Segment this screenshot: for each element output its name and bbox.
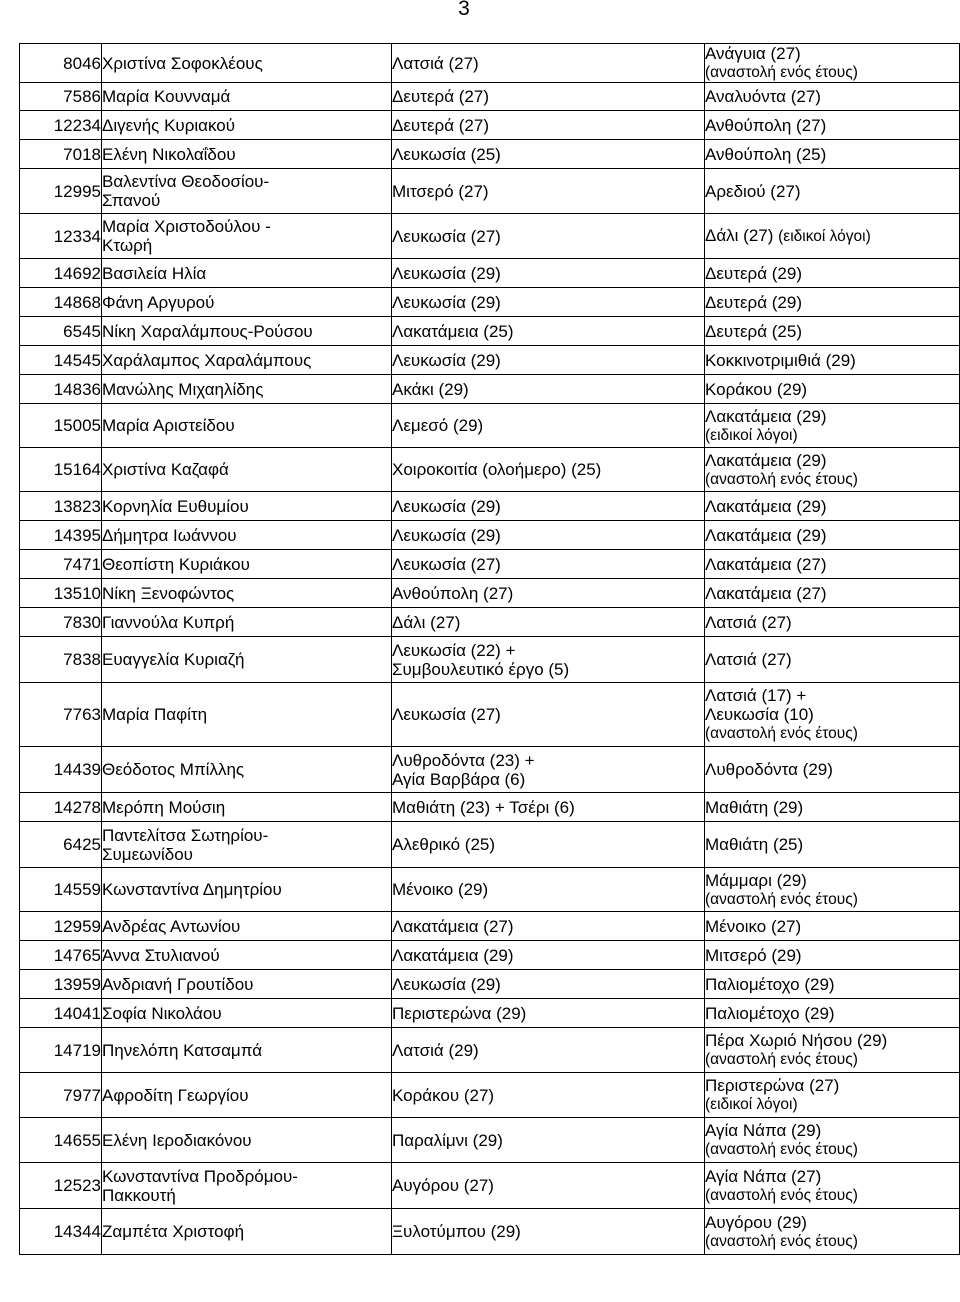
row-origin (392, 492, 705, 521)
row-name-line: Κωνσταντίνα Δημητρίου (102, 880, 282, 899)
table-row (20, 448, 960, 492)
row-origin (392, 1028, 705, 1073)
row-destination-line: Λακατάμεια (27) (705, 583, 827, 603)
row-destination (705, 579, 960, 608)
table-row (20, 970, 960, 999)
table-row (20, 259, 960, 288)
row-name (102, 448, 392, 492)
row-origin (392, 550, 705, 579)
row-name (102, 1209, 392, 1255)
row-name-line: Δήμητρα Ιωάννου (102, 525, 237, 545)
row-id: 6425 (20, 822, 102, 868)
row-origin-line: Συμβουλευτικό έργο (5) (392, 659, 570, 679)
row-destination-line: Μάμμαρι (29) (705, 870, 807, 890)
row-destination (705, 521, 960, 550)
row-origin-line: Δάλι (27) (392, 612, 461, 632)
row-destination (705, 683, 960, 747)
row-name (102, 868, 392, 912)
table-row (20, 111, 960, 140)
row-origin (392, 375, 705, 404)
row-destination-line: Παλιομέτοχο (29) (705, 974, 835, 994)
row-id: 8046 (20, 44, 102, 83)
row-destination (705, 346, 960, 375)
table-row (20, 1209, 960, 1255)
row-id: 7977 (20, 1073, 102, 1118)
row-destination-line: Λακατάμεια (29) (705, 525, 827, 545)
row-destination-line: Ανθούπολη (25) (705, 144, 827, 164)
row-origin-line: Μιτσερό (27) (392, 181, 489, 201)
row-name (102, 550, 392, 579)
row-destination (705, 375, 960, 404)
row-id: 12995 (20, 169, 102, 214)
row-destination (705, 44, 960, 83)
row-destination-line: Ανάγυια (27) (705, 44, 801, 63)
table-row (20, 1028, 960, 1073)
row-destination (705, 140, 960, 169)
row-id: 12234 (20, 111, 102, 140)
row-id: 7830 (20, 608, 102, 637)
row-destination (705, 1118, 960, 1163)
table-row (20, 1163, 960, 1209)
row-destination-line: Μαθιάτη (25) (705, 835, 804, 854)
row-origin (392, 1118, 705, 1163)
row-origin (392, 288, 705, 317)
row-destination (705, 822, 960, 868)
row-origin-line: Λευκωσία (27) (392, 226, 501, 246)
row-id: 14868 (20, 288, 102, 317)
row-destination-line: Αγία Νάπα (29) (705, 1121, 822, 1140)
row-id: 15164 (20, 448, 102, 492)
row-name (102, 579, 392, 608)
table-row (20, 521, 960, 550)
row-id: 7763 (20, 683, 102, 747)
row-destination (705, 970, 960, 999)
row-name (102, 169, 392, 214)
row-destination-line: Κοκκινοτριμιθιά (29) (705, 350, 856, 370)
row-origin (392, 259, 705, 288)
row-origin (392, 83, 705, 111)
row-name-line: Διγενής Κυριακού (102, 115, 236, 135)
row-destination (705, 868, 960, 912)
table-row (20, 1073, 960, 1118)
row-origin (392, 637, 705, 683)
row-name (102, 404, 392, 448)
row-destination-note: (ειδικοί λόγοι) (778, 228, 871, 245)
row-destination-line: Αναλυόντα (27) (705, 87, 821, 106)
row-name (102, 111, 392, 140)
row-destination-line: Δευτερά (29) (705, 292, 802, 312)
row-origin (392, 683, 705, 747)
row-destination (705, 259, 960, 288)
row-name-line: Νίκη Χαραλάμπους-Ρούσου (102, 321, 313, 341)
row-origin-line: Λευκωσία (29) (392, 263, 501, 283)
row-origin (392, 579, 705, 608)
row-destination (705, 793, 960, 822)
row-origin-line: Λευκωσία (29) (392, 525, 501, 545)
row-name-line: Πακκουτή (102, 1185, 176, 1205)
table-row (20, 288, 960, 317)
row-name (102, 1028, 392, 1073)
row-origin-line: Λατσιά (29) (392, 1040, 479, 1060)
row-name (102, 44, 392, 83)
row-destination (705, 747, 960, 793)
row-origin-line: Παραλίμνι (29) (392, 1130, 503, 1150)
table-row (20, 822, 960, 868)
row-destination (705, 608, 960, 637)
row-destination (705, 550, 960, 579)
row-id: 14765 (20, 941, 102, 970)
row-origin-line: Λατσιά (27) (392, 53, 479, 73)
row-origin-line: Λυθροδόντα (23) + (392, 750, 535, 770)
row-name-line: Ζαμπέτα Χριστοφή (102, 1222, 245, 1241)
row-destination (705, 912, 960, 941)
row-name-line: Ευαγγελία Κυριαζή (102, 650, 245, 669)
row-origin (392, 999, 705, 1028)
row-name-line: Κτωρή (102, 236, 153, 255)
table-row (20, 375, 960, 404)
table-row (20, 44, 960, 83)
row-origin-line: Λευκωσία (27) (392, 705, 501, 724)
row-destination (705, 941, 960, 970)
row-name-line: Κορνηλία Ευθυμίου (102, 496, 249, 516)
table-row (20, 868, 960, 912)
row-origin-line: Ξυλοτύμπου (29) (392, 1222, 521, 1241)
row-origin (392, 521, 705, 550)
row-origin (392, 214, 705, 259)
table-row (20, 608, 960, 637)
row-origin-line: Μένοικο (29) (392, 880, 489, 899)
row-origin-line: Αγία Βαρβάρα (6) (392, 769, 526, 789)
row-name-line: Ελένη Νικολαΐδου (102, 144, 236, 164)
row-destination-line: Πέρα Χωριό Νήσου (29) (705, 1031, 888, 1050)
row-origin (392, 1209, 705, 1255)
row-id: 13823 (20, 492, 102, 521)
table-row (20, 169, 960, 214)
row-name (102, 637, 392, 683)
row-origin-line: Λευκωσία (27) (392, 554, 501, 574)
row-name (102, 941, 392, 970)
row-destination-line: Δευτερά (25) (705, 321, 802, 341)
row-name (102, 288, 392, 317)
row-name-line: Σοφία Νικολάου (102, 1003, 222, 1023)
table-row (20, 404, 960, 448)
row-origin (392, 912, 705, 941)
row-id: 12959 (20, 912, 102, 941)
row-origin-line: Κοράκου (27) (392, 1085, 495, 1105)
row-destination-note: (αναστολή ενός έτους) (705, 64, 858, 81)
row-destination-note: (ειδικοί λόγοι) (705, 426, 798, 444)
row-destination-note: (ειδικοί λόγοι) (705, 1096, 798, 1113)
row-origin (392, 970, 705, 999)
row-origin (392, 140, 705, 169)
row-origin-line: Λευκωσία (29) (392, 350, 501, 370)
row-name (102, 999, 392, 1028)
row-destination-note: (αναστολή ενός έτους) (705, 1051, 858, 1068)
table-row (20, 550, 960, 579)
row-origin (392, 169, 705, 214)
row-destination-line: Λατσιά (17) + (705, 686, 807, 705)
row-name (102, 793, 392, 822)
row-name (102, 214, 392, 259)
row-origin-line: Δευτερά (27) (392, 87, 489, 106)
row-id: 7586 (20, 83, 102, 111)
table-row (20, 83, 960, 111)
table-row (20, 492, 960, 521)
row-destination-line: Αυγόρου (29) (705, 1212, 807, 1232)
row-origin-line: Λευκωσία (29) (392, 496, 501, 516)
table-row (20, 747, 960, 793)
row-name (102, 521, 392, 550)
row-destination (705, 448, 960, 492)
row-name-line: Μαρία Χριστοδούλου - (102, 217, 271, 236)
row-name (102, 140, 392, 169)
row-name-line: Ελένη Ιεροδιακόνου (102, 1130, 252, 1150)
row-id: 14559 (20, 868, 102, 912)
row-origin (392, 608, 705, 637)
row-name-line: Αφροδίτη Γεωργίου (102, 1085, 249, 1105)
row-origin (392, 44, 705, 83)
row-destination-line: Μαθιάτη (29) (705, 797, 804, 817)
row-origin-line: Λευκωσία (29) (392, 292, 501, 312)
row-name-line: Μαρία Παφίτη (102, 705, 208, 724)
row-destination-line: Λακατάμεια (29) (705, 406, 827, 426)
row-id: 7018 (20, 140, 102, 169)
row-origin (392, 1073, 705, 1118)
row-id: 12523 (20, 1163, 102, 1209)
row-destination (705, 492, 960, 521)
row-name-line: Ανδρέας Αντωνίου (102, 916, 241, 936)
row-destination-line: Λευκωσία (10) (705, 705, 814, 724)
row-origin-line: Ανθούπολη (27) (392, 583, 514, 603)
row-name-line: Άννα Στυλιανού (102, 945, 220, 965)
row-origin-line: Αλεθρικό (25) (392, 835, 496, 854)
row-name (102, 747, 392, 793)
row-origin-line: Ακάκι (29) (392, 379, 469, 399)
row-name-line: Χριστίνα Σοφοκλέους (102, 53, 263, 73)
row-destination-line: Αρεδιού (27) (705, 181, 801, 201)
row-id: 14836 (20, 375, 102, 404)
table-row (20, 214, 960, 259)
row-name (102, 317, 392, 346)
row-name (102, 912, 392, 941)
row-destination-line: Δευτερά (29) (705, 263, 802, 283)
row-name (102, 1163, 392, 1209)
row-name (102, 608, 392, 637)
row-name (102, 822, 392, 868)
row-id: 14545 (20, 346, 102, 375)
row-destination-line: Λατσιά (27) (705, 650, 792, 669)
row-destination-line: Κοράκου (29) (705, 379, 808, 399)
row-origin-line: Λευκωσία (22) + (392, 640, 516, 660)
row-origin (392, 822, 705, 868)
row-id: 7471 (20, 550, 102, 579)
row-name (102, 683, 392, 747)
row-id: 12334 (20, 214, 102, 259)
row-name-line: Θεόδοτος Μπίλλης (102, 760, 245, 779)
row-destination (705, 169, 960, 214)
row-name-line: Φάνη Αργυρού (102, 292, 215, 312)
row-destination-note: (αναστολή ενός έτους) (705, 470, 858, 488)
row-origin (392, 1163, 705, 1209)
row-name-line: Χαράλαμπος Χαραλάμπους (102, 350, 312, 370)
row-name-line: Σπανού (102, 191, 161, 210)
row-name-line: Γιαννούλα Κυπρή (102, 612, 235, 632)
row-name (102, 83, 392, 111)
row-destination-line: Παλιομέτοχο (29) (705, 1003, 835, 1023)
row-id: 14439 (20, 747, 102, 793)
row-origin-line: Αυγόρου (27) (392, 1176, 494, 1195)
row-name-line: Συμεωνίδου (102, 844, 193, 864)
table-row (20, 317, 960, 346)
row-name-line: Πηνελόπη Κατσαμπά (102, 1040, 263, 1060)
row-destination-line: Μένοικο (27) (705, 916, 802, 936)
row-destination-line: Περιστερώνα (27) (705, 1076, 840, 1095)
table-row (20, 140, 960, 169)
table-row (20, 579, 960, 608)
row-destination-line: Μιτσερό (29) (705, 945, 802, 965)
row-id: 14041 (20, 999, 102, 1028)
row-destination (705, 1028, 960, 1073)
row-origin-line: Λακατάμεια (27) (392, 916, 514, 936)
row-destination-line: Λυθροδόντα (29) (705, 760, 833, 779)
row-destination (705, 637, 960, 683)
row-id: 14395 (20, 521, 102, 550)
transfer-table (19, 43, 960, 1255)
row-name-line: Μαρία Κουνναμά (102, 87, 231, 106)
row-destination-note: (αναστολή ενός έτους) (705, 1141, 858, 1158)
row-origin (392, 793, 705, 822)
row-destination-line: Ανθούπολη (27) (705, 115, 827, 135)
row-origin (392, 448, 705, 492)
row-id: 13959 (20, 970, 102, 999)
row-name-line: Βασιλεία Ηλία (102, 263, 207, 283)
row-origin-line: Δευτερά (27) (392, 115, 489, 135)
row-destination (705, 288, 960, 317)
row-origin (392, 111, 705, 140)
row-destination (705, 317, 960, 346)
page-number: 3 (458, 0, 470, 20)
transfer-table-body (20, 44, 960, 1255)
row-destination (705, 999, 960, 1028)
row-name-line: Μερόπη Μούσιη (102, 797, 226, 817)
row-origin (392, 346, 705, 375)
row-name-line: Χριστίνα Καζαφά (102, 460, 229, 479)
table-row (20, 346, 960, 375)
row-origin-line: Λακατάμεια (29) (392, 945, 514, 965)
row-destination-line: Λακατάμεια (29) (705, 496, 827, 516)
row-name (102, 970, 392, 999)
row-name-line: Μαρία Αριστείδου (102, 416, 235, 435)
row-destination (705, 111, 960, 140)
row-name-line: Κωνσταντίνα Προδρόμου- (102, 1166, 298, 1186)
row-name (102, 1073, 392, 1118)
row-origin-line: Χοιροκοιτία (ολοήμερο) (25) (392, 460, 602, 479)
row-id: 7838 (20, 637, 102, 683)
row-destination-line: Λακατάμεια (27) (705, 554, 827, 574)
row-id: 14692 (20, 259, 102, 288)
row-name (102, 346, 392, 375)
row-destination (705, 1163, 960, 1209)
row-origin-line: Μαθιάτη (23) + Τσέρι (6) (392, 797, 575, 817)
row-origin (392, 404, 705, 448)
table-row (20, 637, 960, 683)
row-origin (392, 747, 705, 793)
row-name-line: Νίκη Ξενοφώντος (102, 583, 235, 603)
row-destination-line: Λατσιά (27) (705, 612, 792, 632)
row-name-line: Βαλεντίνα Θεοδοσίου- (102, 172, 270, 191)
row-name (102, 375, 392, 404)
row-origin (392, 317, 705, 346)
row-name-line: Ανδριανή Γρουτίδου (102, 974, 254, 994)
row-name-line: Θεοπίστη Κυριάκου (102, 554, 250, 574)
row-origin-line: Περιστερώνα (29) (392, 1003, 527, 1023)
row-id: 14278 (20, 793, 102, 822)
row-name-line: Μανώλης Μιχαηλίδης (102, 379, 264, 399)
row-destination (705, 1073, 960, 1118)
table-row (20, 912, 960, 941)
row-origin (392, 941, 705, 970)
table-row (20, 683, 960, 747)
row-name-line: Παντελίτσα Σωτηρίου- (102, 825, 269, 845)
row-destination-line: Αγία Νάπα (27) (705, 1166, 822, 1186)
row-destination-note: (αναστολή ενός έτους) (705, 1232, 858, 1250)
row-destination-note: (αναστολή ενός έτους) (705, 725, 858, 742)
row-origin-line: Λεμεσό (29) (392, 416, 484, 435)
row-destination (705, 404, 960, 448)
row-id: 13510 (20, 579, 102, 608)
row-destination-note: (αναστολή ενός έτους) (705, 1186, 858, 1204)
table-row (20, 999, 960, 1028)
row-destination-line: Λακατάμεια (29) (705, 450, 827, 470)
row-name (102, 259, 392, 288)
row-destination (705, 1209, 960, 1255)
row-origin-line: Λευκωσία (29) (392, 974, 501, 994)
row-name (102, 492, 392, 521)
row-origin-line: Λευκωσία (25) (392, 144, 501, 164)
row-origin-line: Λακατάμεια (25) (392, 321, 514, 341)
row-destination (705, 214, 960, 259)
table-row (20, 1118, 960, 1163)
row-name (102, 1118, 392, 1163)
row-destination-note: (αναστολή ενός έτους) (705, 890, 858, 908)
row-origin (392, 868, 705, 912)
row-destination (705, 83, 960, 111)
table-row (20, 941, 960, 970)
table-row (20, 793, 960, 822)
row-id: 15005 (20, 404, 102, 448)
row-id: 6545 (20, 317, 102, 346)
row-destination-line: Δάλι (27) (ειδικοί λόγοι) (705, 226, 871, 245)
row-id: 14719 (20, 1028, 102, 1073)
row-id: 14344 (20, 1209, 102, 1255)
row-id: 14655 (20, 1118, 102, 1163)
